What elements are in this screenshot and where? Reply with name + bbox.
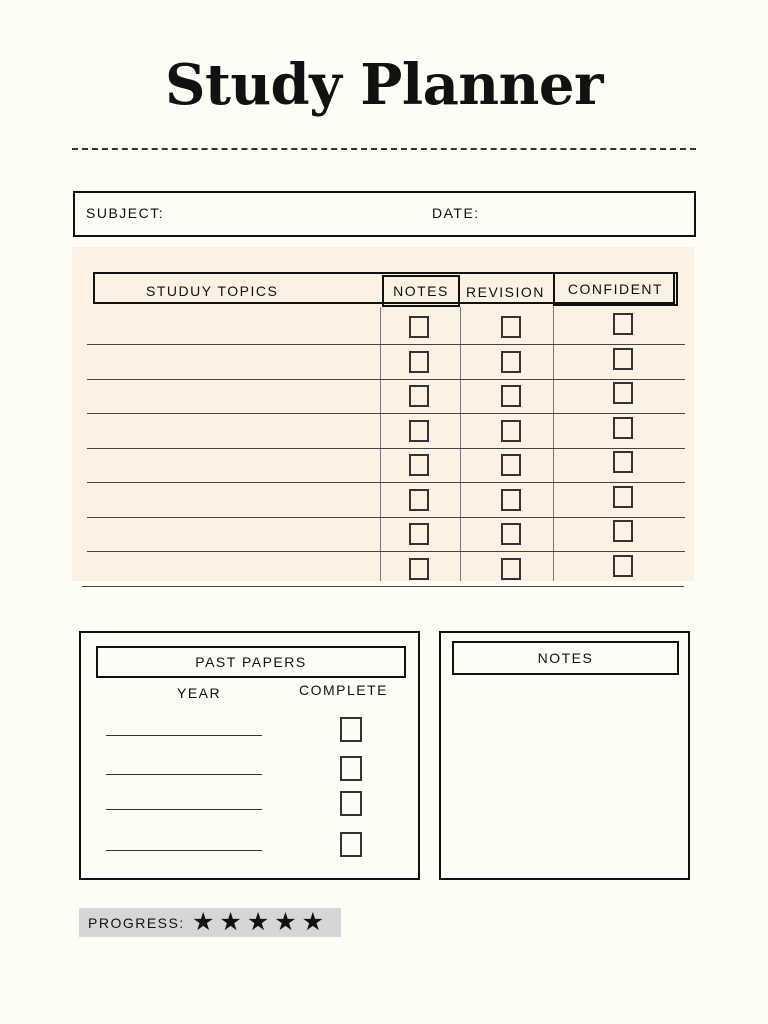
date-label: DATE: <box>432 205 480 221</box>
year-input-line[interactable] <box>106 850 262 851</box>
column-header-notes-text: NOTES <box>393 283 449 299</box>
topic-row-line[interactable] <box>87 344 685 345</box>
topic-row-line[interactable] <box>87 413 685 414</box>
column-header-confident <box>553 272 678 306</box>
topic-row-line[interactable] <box>87 517 685 518</box>
revision-checkbox[interactable] <box>501 385 521 407</box>
revision-checkbox[interactable] <box>501 523 521 545</box>
notes-checkbox[interactable] <box>409 316 429 338</box>
complete-checkbox[interactable] <box>340 717 362 742</box>
notes-checkbox[interactable] <box>409 558 429 580</box>
confident-checkbox[interactable] <box>613 520 633 542</box>
column-header-notes <box>382 275 460 307</box>
confident-checkbox[interactable] <box>613 555 633 577</box>
subject-date-box <box>73 191 696 237</box>
confident-checkbox[interactable] <box>613 382 633 404</box>
revision-checkbox[interactable] <box>501 489 521 511</box>
progress-label: PROGRESS: <box>88 915 185 931</box>
confident-checkbox[interactable] <box>613 348 633 370</box>
column-header-topics: STUDUY TOPICS <box>146 283 279 299</box>
revision-checkbox[interactable] <box>501 316 521 338</box>
column-divider <box>460 307 461 581</box>
topic-row-line[interactable] <box>87 482 685 483</box>
notes-checkbox[interactable] <box>409 489 429 511</box>
confident-checkbox[interactable] <box>613 486 633 508</box>
year-input-line[interactable] <box>106 774 262 775</box>
past-papers-heading <box>96 646 406 678</box>
past-papers-box <box>79 631 420 880</box>
topic-row-line[interactable] <box>87 448 685 449</box>
subject-label: SUBJECT: <box>86 205 165 221</box>
year-input-line[interactable] <box>106 735 262 736</box>
progress-stars[interactable]: ★★★★★ <box>192 908 330 936</box>
column-divider <box>553 307 554 581</box>
topic-row-line[interactable] <box>87 379 685 380</box>
year-label: YEAR <box>177 685 222 701</box>
confident-checkbox[interactable] <box>613 451 633 473</box>
revision-checkbox[interactable] <box>501 351 521 373</box>
topic-row-line[interactable] <box>82 586 684 587</box>
revision-checkbox[interactable] <box>501 420 521 442</box>
column-divider <box>380 307 381 581</box>
column-header-confident-text: CONFIDENT <box>567 281 664 297</box>
notes-heading <box>452 641 679 675</box>
confident-checkbox[interactable] <box>613 417 633 439</box>
complete-label: COMPLETE <box>299 682 389 698</box>
notes-checkbox[interactable] <box>409 420 429 442</box>
notes-heading-text: NOTES <box>537 650 594 666</box>
notes-checkbox[interactable] <box>409 523 429 545</box>
notes-checkbox[interactable] <box>409 385 429 407</box>
page-title: Study Planner <box>165 52 603 118</box>
complete-checkbox[interactable] <box>340 832 362 857</box>
notes-checkbox[interactable] <box>409 454 429 476</box>
notes-box[interactable] <box>439 631 690 880</box>
complete-checkbox[interactable] <box>340 791 362 816</box>
year-input-line[interactable] <box>106 809 262 810</box>
study-topics-table <box>72 247 694 581</box>
notes-checkbox[interactable] <box>409 351 429 373</box>
confident-checkbox[interactable] <box>613 313 633 335</box>
topic-row-line[interactable] <box>87 551 685 552</box>
progress-bar <box>79 908 341 937</box>
title-divider <box>72 148 696 150</box>
past-papers-heading-text: PAST PAPERS <box>195 654 307 670</box>
complete-checkbox[interactable] <box>340 756 362 781</box>
revision-checkbox[interactable] <box>501 454 521 476</box>
revision-checkbox[interactable] <box>501 558 521 580</box>
column-header-revision: REVISION <box>466 284 545 300</box>
